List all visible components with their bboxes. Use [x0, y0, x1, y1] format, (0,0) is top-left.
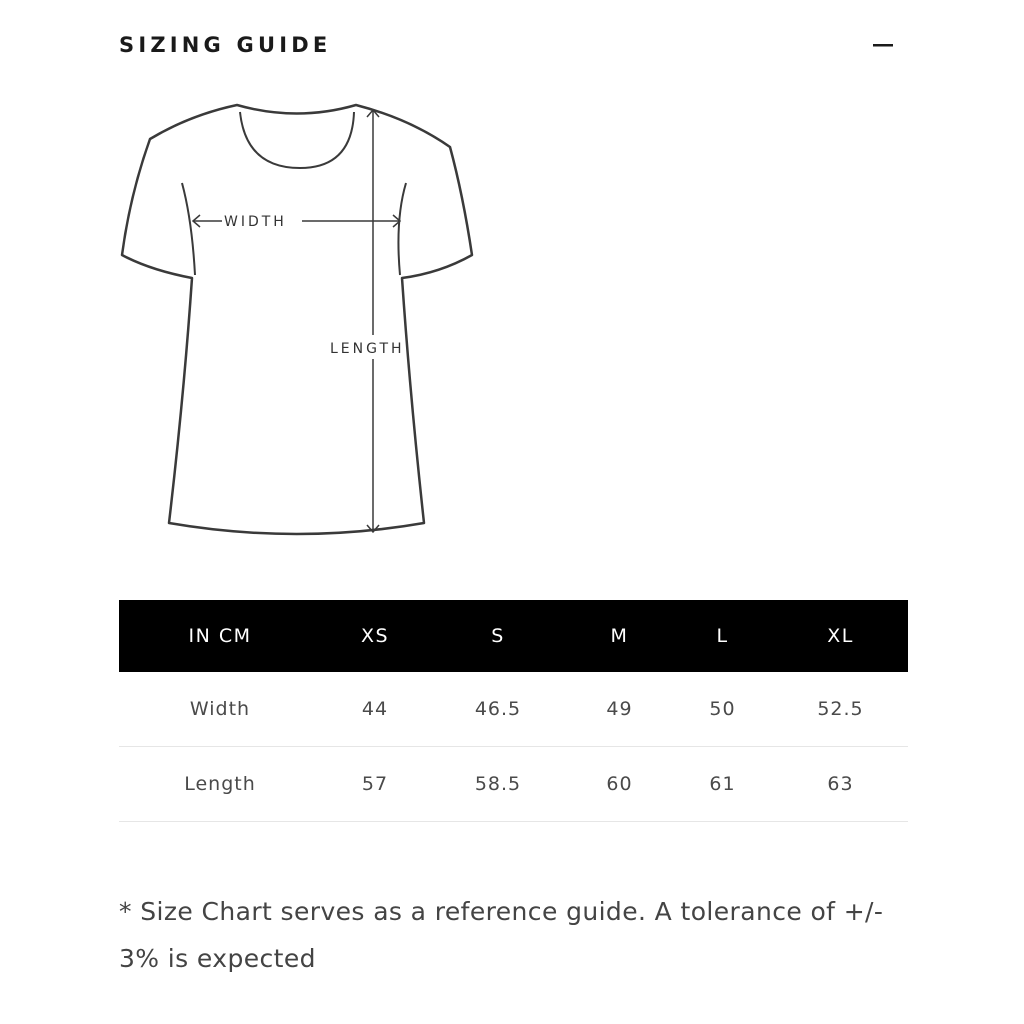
table-row — [119, 747, 908, 822]
table-cell: 63 — [773, 747, 908, 822]
tshirt-diagram — [110, 95, 490, 545]
neckline — [240, 112, 354, 168]
table-header-row — [119, 600, 908, 672]
table-cell: 61 — [672, 747, 773, 822]
table-cell: 49 — [567, 672, 672, 747]
table-cell: 50 — [672, 672, 773, 747]
row-label-width: Width — [119, 672, 321, 747]
table-header-m: M — [567, 600, 672, 672]
collapse-button[interactable] — [863, 30, 903, 62]
tshirt-outline — [122, 105, 472, 534]
width-label: WIDTH — [224, 214, 287, 230]
length-label: LENGTH — [330, 341, 405, 357]
table-header-s: S — [429, 600, 567, 672]
table-cell: 52.5 — [773, 672, 908, 747]
sizing-guide-title: SIZING GUIDE — [119, 33, 332, 57]
table-header-xs: XS — [321, 600, 429, 672]
sizing-guide-header[interactable] — [119, 30, 907, 62]
table-header-xl: XL — [773, 600, 908, 672]
table-header-l: L — [672, 600, 773, 672]
table-cell: 60 — [567, 747, 672, 822]
row-label-length: Length — [119, 747, 321, 822]
table-header-unit: IN CM — [119, 600, 321, 672]
minus-icon — [873, 44, 893, 48]
table-cell: 58.5 — [429, 747, 567, 822]
size-tolerance-note: * Size Chart serves as a reference guide. A tolerance of +/- 3% is expected — [119, 897, 884, 973]
left-armhole-line — [182, 183, 195, 275]
right-armhole-line — [398, 183, 406, 275]
size-table — [119, 600, 908, 822]
table-row — [119, 672, 908, 747]
table-cell: 44 — [321, 672, 429, 747]
table-cell: 57 — [321, 747, 429, 822]
table-cell: 46.5 — [429, 672, 567, 747]
